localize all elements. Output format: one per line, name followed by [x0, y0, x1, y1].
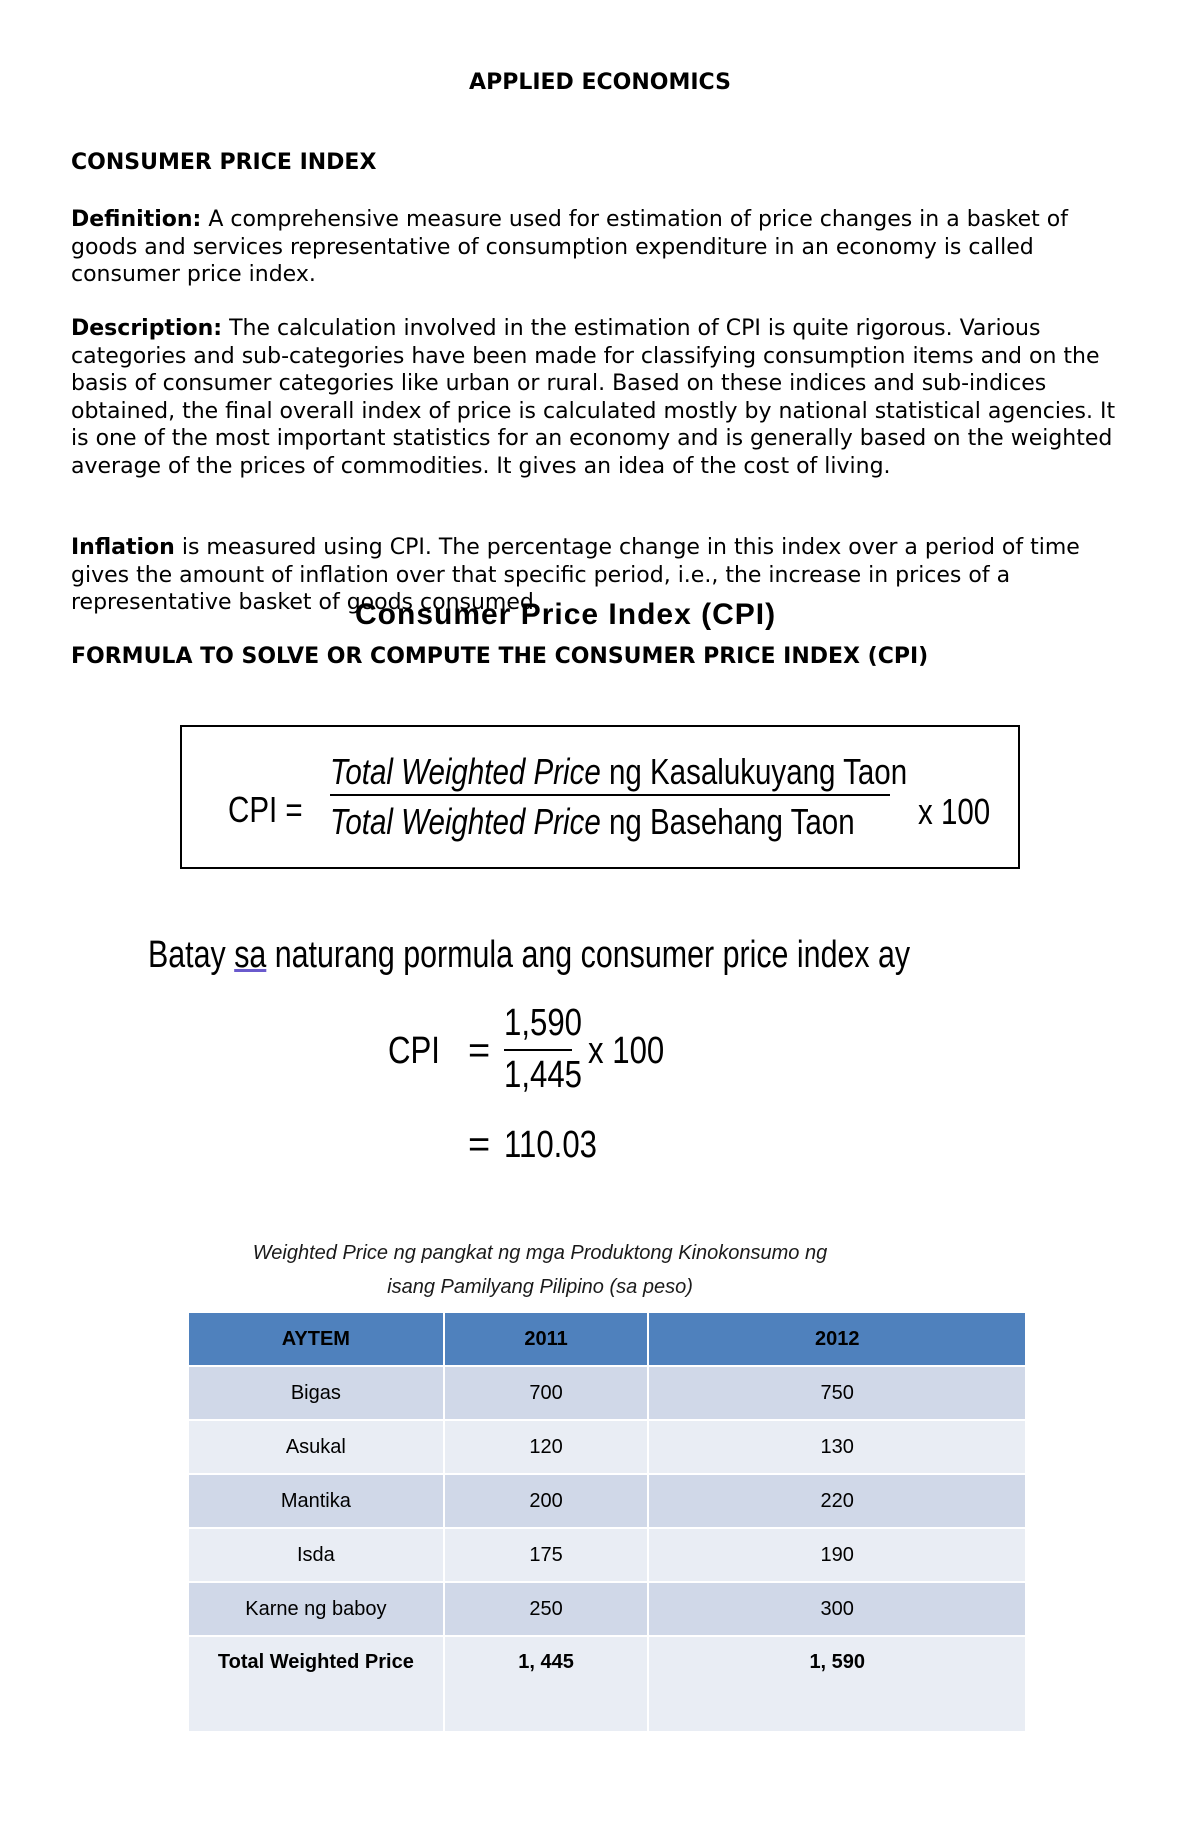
- example-caption-pre: Batay: [148, 934, 235, 976]
- example-caption: [148, 934, 910, 977]
- formula-numerator: [330, 751, 907, 793]
- cell-2012: 750: [648, 1366, 1026, 1420]
- example-multiplier: x 100: [588, 1030, 665, 1072]
- definition-label: Definition:: [71, 207, 202, 232]
- cell-total-2012: 1, 590: [648, 1636, 1026, 1732]
- example-result: 110.03: [504, 1124, 597, 1166]
- formula-numerator-italic: Total Weighted Price: [330, 751, 601, 792]
- example-result-equals-sign: =: [468, 1124, 491, 1166]
- cell-item: Asukal: [189, 1420, 444, 1474]
- cell-2011: 175: [444, 1528, 649, 1582]
- page-title: APPLIED ECONOMICS: [469, 70, 731, 95]
- table-header-row: [189, 1313, 1026, 1366]
- cell-item: Mantika: [189, 1474, 444, 1528]
- weighted-price-table: [189, 1313, 1027, 1733]
- example-caption-underlined: sa: [234, 934, 267, 976]
- cell-2011: 250: [444, 1582, 649, 1636]
- clipped-heading-fragment: [355, 598, 777, 636]
- example-equals-sign: =: [468, 1030, 491, 1072]
- table-caption-line-1: Weighted Price ng pangkat ng mga Produktong Kinokonsumo ng: [252, 1242, 828, 1264]
- table-total-row: [189, 1636, 1026, 1732]
- table-row: [189, 1420, 1026, 1474]
- description-text: The calculation involved in the estimation of CPI is quite rigorous. Various categories and sub-categories have been made for classifying consumption items and on the basis of consumer categories like urban or rural. Based on these indices and sub-indices obtained, the final overall index of price is calculated mostly by national statistical agencies. It is one of the most important statistics for an economy and is generally based on the weighted average of the prices of commodities. It gives an idea of the cost of living.: [71, 316, 1116, 479]
- formula-lhs: CPI =: [228, 789, 303, 830]
- formula-denominator-rest: ng Basehang Taon: [600, 801, 855, 842]
- cell-item: Karne ng baboy: [189, 1582, 444, 1636]
- example-caption-post: naturang pormula ang consumer price index ay: [266, 934, 911, 976]
- inflation-label: Inflation: [71, 535, 175, 560]
- cpi-example: [148, 930, 1028, 1190]
- example-denominator: 1,445: [504, 1054, 582, 1096]
- cpi-formula-box: [180, 725, 1020, 869]
- formula-numerator-rest: ng Kasalukuyang Taon: [600, 751, 908, 792]
- inflation-text: is measured using CPI. The percentage change in this index over a period of time gives the amount of inflation over that specific period, i.e., the increase in prices of a representative basket of goods consumed.: [71, 535, 1080, 615]
- header-2011: 2011: [444, 1313, 649, 1366]
- formula-heading: FORMULA TO SOLVE OR COMPUTE THE CONSUMER PRICE INDEX (CPI): [71, 644, 929, 669]
- cell-2012: 220: [648, 1474, 1026, 1528]
- definition-paragraph: [71, 206, 1131, 289]
- formula-multiplier: x 100: [918, 791, 991, 832]
- cell-2011: 200: [444, 1474, 649, 1528]
- cell-2012: 190: [648, 1528, 1026, 1582]
- description-label: Description:: [71, 316, 223, 341]
- cell-2012: 130: [648, 1420, 1026, 1474]
- table-row: [189, 1528, 1026, 1582]
- cell-total-label: Total Weighted Price: [189, 1636, 444, 1732]
- example-numerator: 1,590: [504, 1002, 582, 1044]
- clipped-heading-text: Consumer Price Index (CPI): [355, 598, 777, 631]
- cell-item: Bigas: [189, 1366, 444, 1420]
- table-row: [189, 1474, 1026, 1528]
- cell-2011: 700: [444, 1366, 649, 1420]
- cell-2011: 120: [444, 1420, 649, 1474]
- formula-denominator-italic: Total Weighted Price: [330, 801, 601, 842]
- table-caption-line-2: isang Pamilyang Pilipino (sa peso): [387, 1276, 693, 1298]
- cell-item: Isda: [189, 1528, 444, 1582]
- table-row: [189, 1366, 1026, 1420]
- formula-fraction-line: [330, 794, 890, 796]
- header-2012: 2012: [648, 1313, 1026, 1366]
- section-heading: CONSUMER PRICE INDEX: [71, 150, 377, 175]
- definition-text: A comprehensive measure used for estimation of price changes in a basket of goods and services representative of consumption expenditure in an economy is called consumer price index.: [71, 207, 1068, 287]
- table-row: [189, 1582, 1026, 1636]
- header-aytem: AYTEM: [189, 1313, 444, 1366]
- description-paragraph: [71, 315, 1131, 480]
- cell-total-2011: 1, 445: [444, 1636, 649, 1732]
- table-caption: [190, 1236, 890, 1304]
- formula-denominator: [330, 801, 855, 843]
- example-fraction-line: [504, 1049, 572, 1051]
- cell-2012: 300: [648, 1582, 1026, 1636]
- example-cpi-label: CPI: [388, 1030, 440, 1072]
